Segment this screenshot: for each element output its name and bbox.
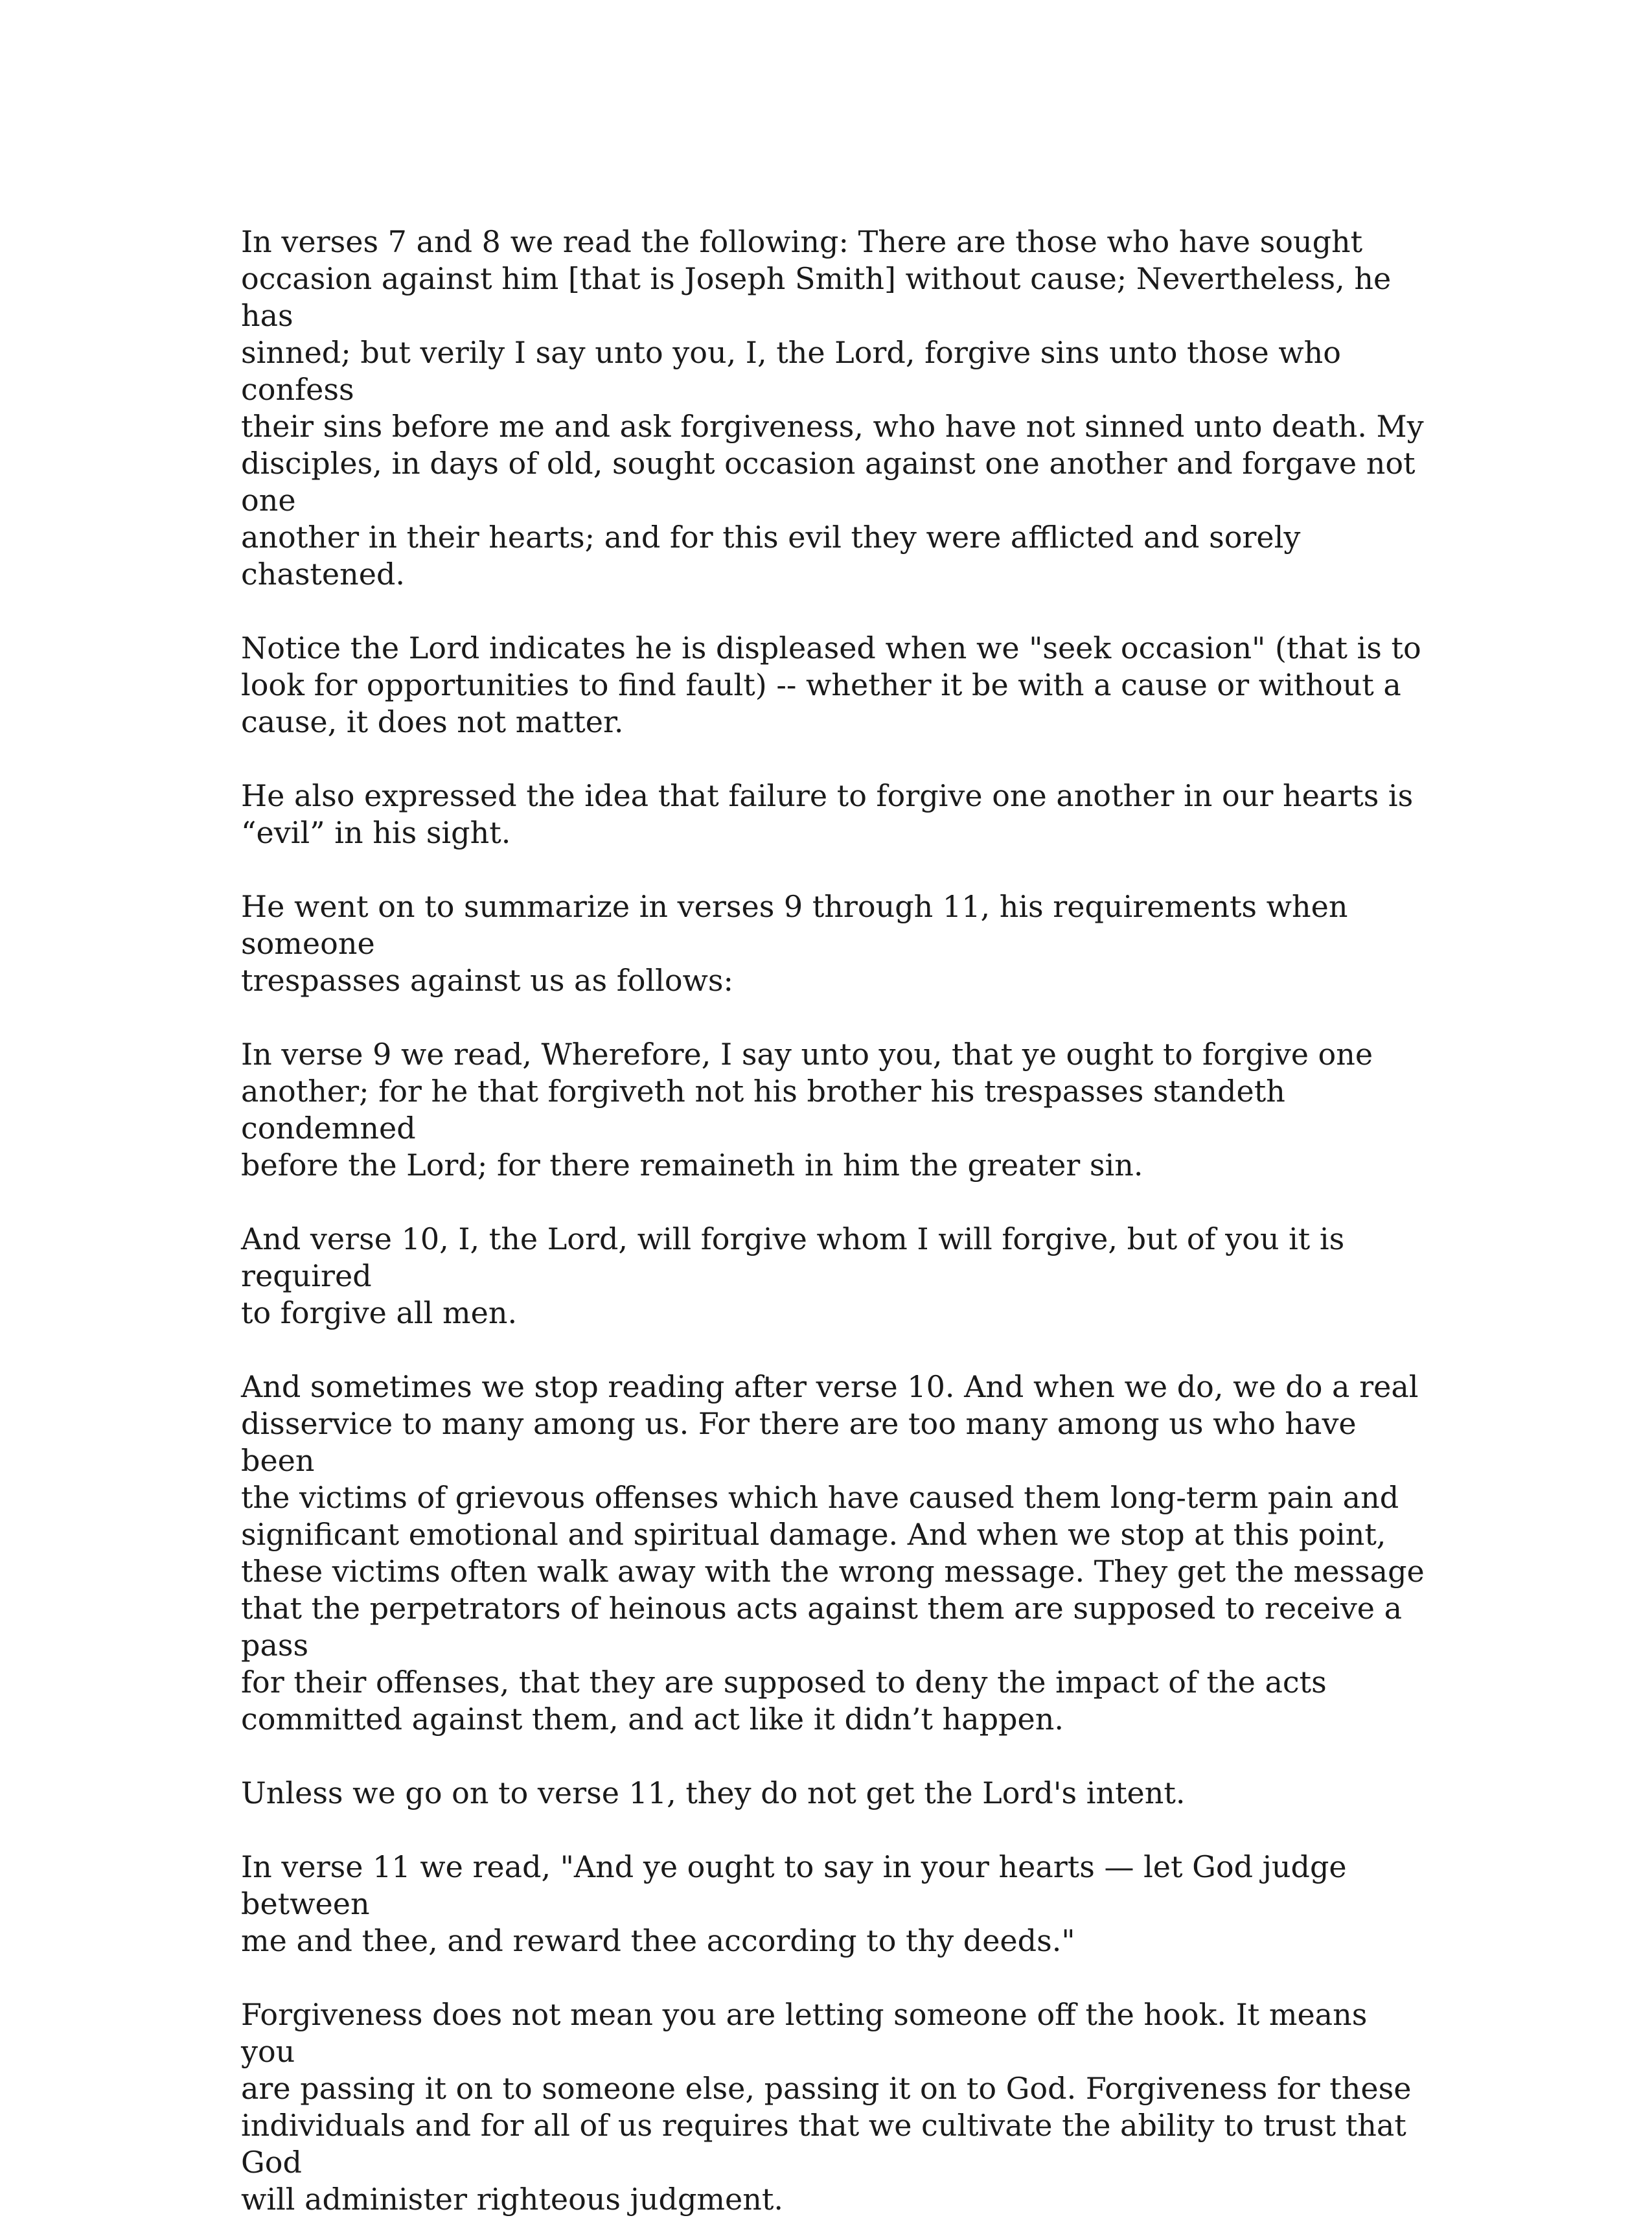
paragraph-8: Unless we go on to verse 11, they do not get the Lord's intent. [241,1775,1186,1810]
document-body [241,224,1427,2218]
paragraph-5: In verse 9 we read, Wherefore, I say unto you, that ye ought to forgive one another; for he that forgiveth not his brother his trespasses standeth condemned before the Lord; for there remaineth in him the greater sin. [241,1037,1373,1183]
paragraph-6: And verse 10, I, the Lord, will forgive whom I will forgive, but of you it is required to forgive all men. [241,1221,1345,1330]
paragraph-10: Forgiveness does not mean you are letting someone off the hook. It means you are passing it on to someone else, passing it on to God. Forgiveness for these individuals and for all of us requires that we cultivate the ability to trust that God will administer righteous judgment. [241,1997,1412,2217]
paragraph-1: In verses 7 and 8 we read the following: There are those who have sought occasion against him [that is Joseph Smith] without cause; Nevertheless, he has sinned; but verily I say unto you, I, the Lord, forgive sins unto those who confess their sins before me and ask forgiveness, who have not sinned unto death. My disciples, in days of old, sought occasion against one another and forgave not one another in their hearts; and for this evil they were afflicted and sorely chastened. [241,224,1424,592]
paragraph-4: He went on to summarize in verses 9 through 11, his requirements when someone trespasses against us as follows: [241,889,1348,998]
paragraph-3: He also expressed the idea that failure to forgive one another in our hearts is “evil” in his sight. [241,778,1414,850]
paragraph-2: Notice the Lord indicates he is displeased when we "seek occasion" (that is to look for opportunities to find fault) -- whether it be with a cause or without a cause, it does not matter. [241,630,1421,739]
paragraph-9: In verse 11 we read, "And ye ought to say in your hearts — let God judge between me and thee, and reward thee according to thy deeds." [241,1849,1347,1958]
paragraph-7: And sometimes we stop reading after verse 10. And when we do, we do a real disservice to many among us. For there are too many among us who have been the victims of grievous offenses which have caused them long-term pain and significant emotional and spiritual damage. And when we stop at this point, these victims often walk away with the wrong message. They get the message that the perpetrators of heinous acts against them are supposed to receive a pass for their offenses, that they are supposed to deny the impact of the acts committed against them, and act like it didn’t happen. [241,1369,1425,1737]
